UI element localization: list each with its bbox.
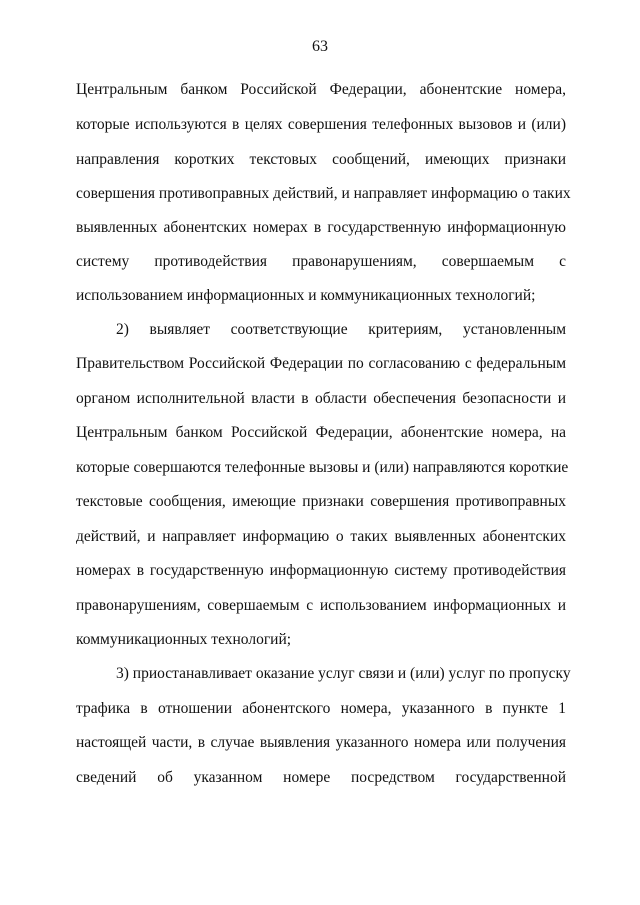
text-line: текстовые сообщения, имеющие признаки совершения противоправных bbox=[76, 493, 566, 510]
text-line: направления коротких текстовых сообщений, имеющих признаки bbox=[76, 151, 566, 168]
text-line: которые совершаются телефонные вызовы и (или) направляются короткие bbox=[76, 459, 569, 476]
text-line: коммуникационных технологий; bbox=[76, 631, 292, 648]
text-line: сведений об указанном номере посредством государственной bbox=[76, 769, 566, 786]
text-line: которые используются в целях совершения телефонных вызовов и (или) bbox=[76, 116, 566, 133]
text-line: Центральным банком Российской Федерации, абонентские номера, bbox=[76, 81, 566, 98]
paragraph-3-start: 3) приостанавливает оказание услуг связи и (или) услуг по пропуску bbox=[116, 665, 571, 682]
text-line: трафика в отношении абонентского номера, указанного в пункте 1 bbox=[76, 700, 566, 717]
text-line: совершения противоправных действий, и направляет информацию о таких bbox=[76, 185, 571, 202]
paragraph-2-start: 2) выявляет соответствующие критериям, установленным bbox=[116, 321, 566, 338]
text-line: номерах в государственную информационную систему противодействия bbox=[76, 562, 566, 579]
text-line: правонарушениям, совершаемым с использованием информационных и bbox=[76, 597, 566, 614]
text-line: Центральным банком Российской Федерации, абонентские номера, на bbox=[76, 424, 566, 441]
text-line: использованием информационных и коммуникационных технологий; bbox=[76, 287, 536, 304]
text-line: органом исполнительной власти в области обеспечения безопасности и bbox=[76, 390, 566, 407]
page-number: 63 bbox=[312, 38, 328, 55]
text-line: Правительством Российской Федерации по согласованию с федеральным bbox=[76, 355, 566, 372]
text-line: систему противодействия правонарушениям, совершаемым с bbox=[76, 253, 566, 270]
text-line: настоящей части, в случае выявления указанного номера или получения bbox=[76, 734, 566, 751]
text-line: выявленных абонентских номерах в государственную информационную bbox=[76, 219, 566, 236]
text-line: действий, и направляет информацию о таких выявленных абонентских bbox=[76, 528, 566, 545]
